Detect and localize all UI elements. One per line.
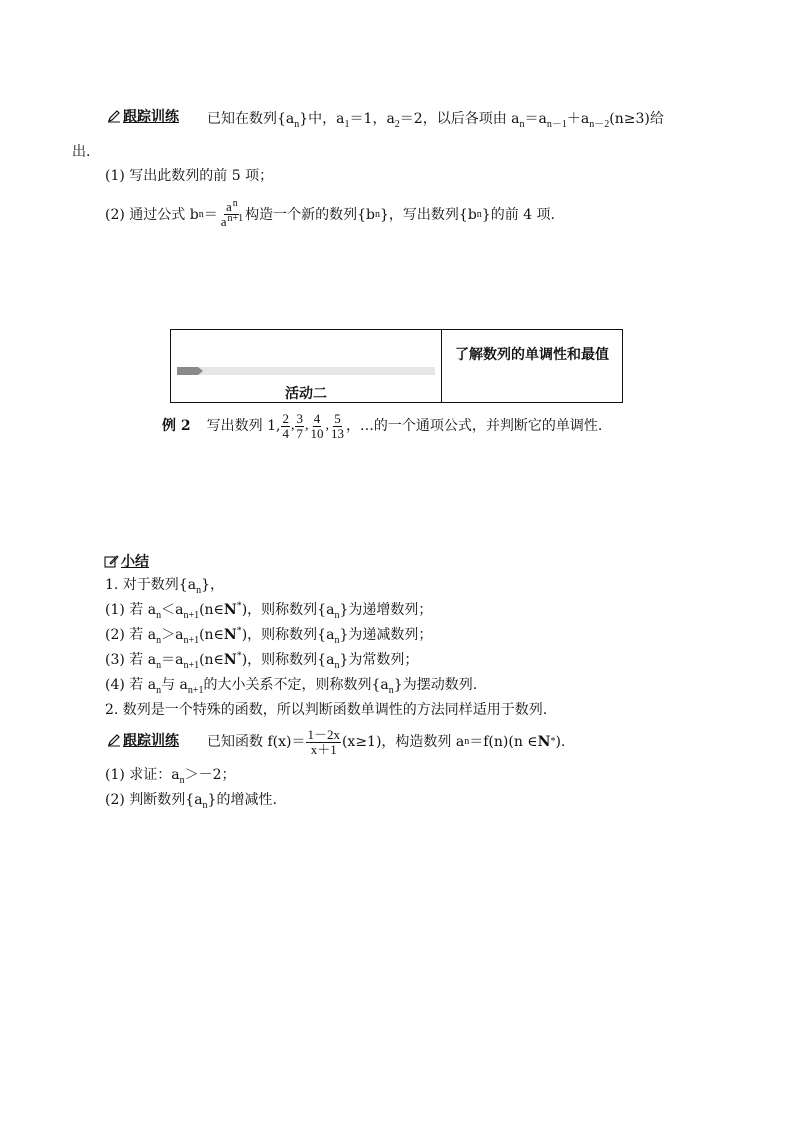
track1-question-2: (2) 通过公式 b n ＝ $\frac{a^n}{a^{n+1}}$ 构造一个新的数列{b n }，写出数列{b n }的前 4 项.	[105, 198, 555, 229]
track-training-tag-2	[107, 730, 179, 750]
pencil-icon	[107, 109, 121, 123]
tag-label: 跟踪训练	[123, 109, 179, 125]
sequence-term-fraction: $\frac{2}{4}$	[282, 410, 289, 441]
activity-name: 活动二	[285, 386, 327, 402]
summary-line-2: (1) 若 $a_n<a_{n+1}(n\in N^*)$，则称数列$\{a_n\}$为递增数列；	[105, 600, 433, 621]
activity-left-cell	[171, 330, 442, 402]
tag-label: 跟踪训练	[123, 733, 179, 749]
activity-progress-fill	[177, 367, 198, 375]
track-training-tag-1	[107, 106, 179, 126]
activity-box	[170, 329, 623, 403]
track1-line1: 已知在数列$\{a_n\}$中，$a_1=1$，$a_2=2$，以后各项由 $a_n=a_{n-1}+a_{n-2}(n\ge 3)$给	[207, 111, 664, 130]
activity-goal: 了解数列的单调性和最值	[455, 347, 609, 363]
sequence-term-fraction: $\frac{4}{10}$	[310, 410, 324, 441]
sequence-term-fraction: $\frac{3}{7}$	[296, 410, 303, 441]
sequence-term-fraction: $\frac{5}{13}$	[330, 410, 344, 441]
example-2: 例 2 写出数列 1, $\frac{2}{4}$ , $\frac{3}{7}$ , $\frac{4}{10}$ , $\frac{5}{13}$ ，…的一个通项公式，并判断它的单调性.	[162, 410, 603, 441]
track1-question-1: (1) 写出此数列的前 5 项；	[105, 168, 274, 184]
track2-question-2: (2) 判断数列$\{a_n\}$的增减性.	[105, 792, 277, 811]
example-label: 例 2	[162, 418, 191, 434]
track2-question-1: (1) 求证：$a_n>-2$；	[105, 767, 236, 786]
activity-progress-bar	[177, 367, 435, 375]
tag-label: 小结	[121, 554, 149, 570]
track1-line1-cont: 出.	[72, 144, 91, 160]
summary-line-3: (2) 若 $a_n>a_{n+1}(n\in N^*)$，则称数列$\{a_n\}$为递减数列；	[105, 625, 433, 646]
summary-line-5: (4) 若 $a_n$与 $a_{n+1}$的大小关系不定，则称数列$\{a_n\}$为摆动数列.	[105, 677, 478, 696]
summary-line-6: 2. 数列是一个特殊的函数，所以判断函数单调性的方法同样适用于数列.	[105, 702, 548, 718]
pencil-icon	[107, 733, 121, 747]
track2-line1: 已知函数 f(x)＝ $\frac{1-2x}{x+1}$ (x≥1)，构造数列 a n ＝f(n)(n ∈ N * ).	[207, 726, 566, 757]
pencil-box-icon	[104, 554, 119, 569]
summary-tag	[104, 551, 149, 571]
fraction: $\frac{1-2x}{x+1}$	[307, 726, 340, 757]
summary-line-1: 1. 对于数列$\{a_n\}$，	[105, 577, 224, 596]
fraction: $\frac{a^n}{a^{n+1}}$	[220, 198, 244, 229]
summary-line-4: (3) 若 $a_n=a_{n+1}(n\in N^*)$，则称数列$\{a_n\}$为常数列；	[105, 650, 419, 671]
